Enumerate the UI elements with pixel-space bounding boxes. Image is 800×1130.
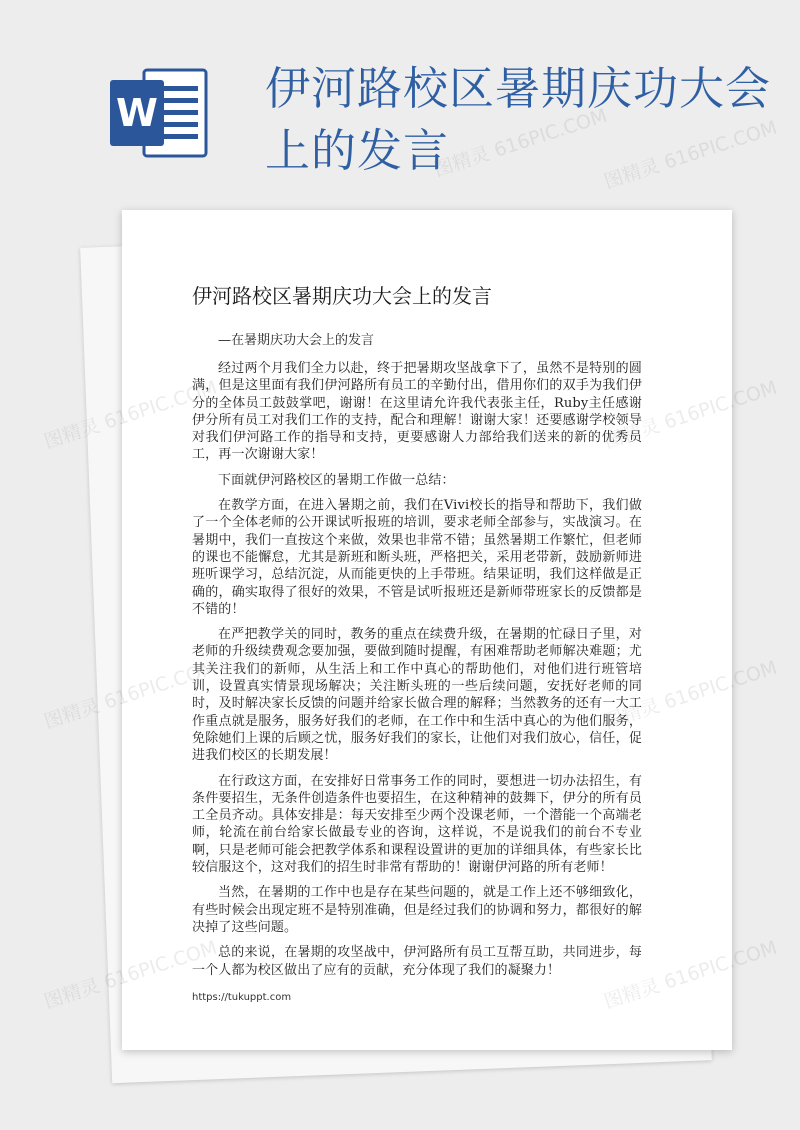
paragraph: 在严把教学关的同时，教务的重点在续费升级，在暑期的忙碌日子里，对老师的升级续费观念要加强，要做到随时提醒，有困难帮助老师解决难题；尤其关注我们的新师，从生活上和工作中真心的帮助他们，对他们进行班管培训，设置真实情景现场解决；关注断头班的一些后续问题，安抚好老师的同时，及时解决家长反馈的问题并给家长做合理的解释；当然教务的还有一大工作重点就是服务，服务好我们的老师，在工作中和生活中真心的为他们服务，免除她们上课的后顾之忧，服务好我们的家长，让他们对我们放心，信任，促进我们校区的长期发展！ xyxy=(192,627,642,764)
document-title: 伊河路校区暑期庆功大会上的发言 xyxy=(192,284,492,308)
paragraph: 下面就伊河路校区的暑期工作做一总结： xyxy=(218,472,455,488)
watermark: 图精灵 616PIC.COM xyxy=(431,104,610,182)
word-document-icon xyxy=(108,66,208,160)
watermark: 图精灵 616PIC.COM xyxy=(601,116,780,194)
document-subtitle: —在暑期庆功大会上的发言 xyxy=(218,333,375,348)
paragraph: 当然，在暑期的工作中也是存在某些问题的，就是工作上还不够细致化，有些时候会出现定班不是特别准确，但是经过我们的协调和努力，都很好的解决掉了这些问题。 xyxy=(192,885,642,935)
paragraph: 在行政这方面，在安排好日常事务工作的同时，要想进一切办法招生，有条件要招生，无条件创造条件也要招生，在这种精神的鼓舞下，伊分的所有员工全员齐动。具体安排是：每天安排至少两个没课老师，一个潜能一个高端老师，轮流在前台给家长做最专业的咨询，这样说，不是说我们的前台不专业啊，只是老师可能会把教学体系和课程设置讲的更加的详细具体，有些家长比较信服这个，这对我们的招生时非常有帮助的！谢谢伊河路的所有老师！ xyxy=(192,773,642,876)
document-page xyxy=(122,210,732,1050)
watermark: 图精灵 xyxy=(41,414,103,454)
page-title: 伊河路校区暑期庆功大会上的发言 xyxy=(265,62,772,177)
watermark: 图精灵 xyxy=(41,974,103,1014)
source-url: https://tukuppt.com xyxy=(192,992,292,1003)
word-icon-letter: W xyxy=(116,91,158,135)
watermark: 图精灵 xyxy=(41,694,103,734)
paragraph: 经过两个月我们全力以赴，终于把暑期攻坚战拿下了，虽然不是特别的圆满，但是这里面有我们伊河路所有员工的辛勤付出，借用你们的双手为我们伊分的全体员工鼓鼓掌吧，谢谢！在这里请允许我代表张主任，Ruby主任感谢伊分所有员工对我们工作的支持，配合和理解！谢谢大家！还要感谢学校领导对我们伊河路工作的指导和支持，更要感谢人力部给我们送来的新的优秀员工，再一次谢谢大家！ xyxy=(192,361,642,463)
document-content xyxy=(192,282,642,987)
paragraph: 总的来说，在暑期的攻坚战中，伊河路所有员工互帮互助，共同进步，每一个人都为校区做出了应有的贡献，充分体现了我们的凝聚力！ xyxy=(192,945,642,978)
paragraph: 在教学方面，在进入暑期之前，我们在Vivi校长的指导和帮助下，我们做了一个全体老师的公开课试听报班的培训，要求老师全部参与，实战演习。在暑期中，我们一直按这个来做，效果也非常不错；虽然暑期工作繁忙，但老师的课也不能懈怠，尤其是新班和断头班，严格把关，采用老带新，鼓励新师进班听课学习，总结沉淀，从而能更快的上手带班。结果证明，我们这样做是正确的，确实取得了很好的效果，不管是试听报班还是新师带班家长的反馈都是不错的！ xyxy=(192,498,642,617)
